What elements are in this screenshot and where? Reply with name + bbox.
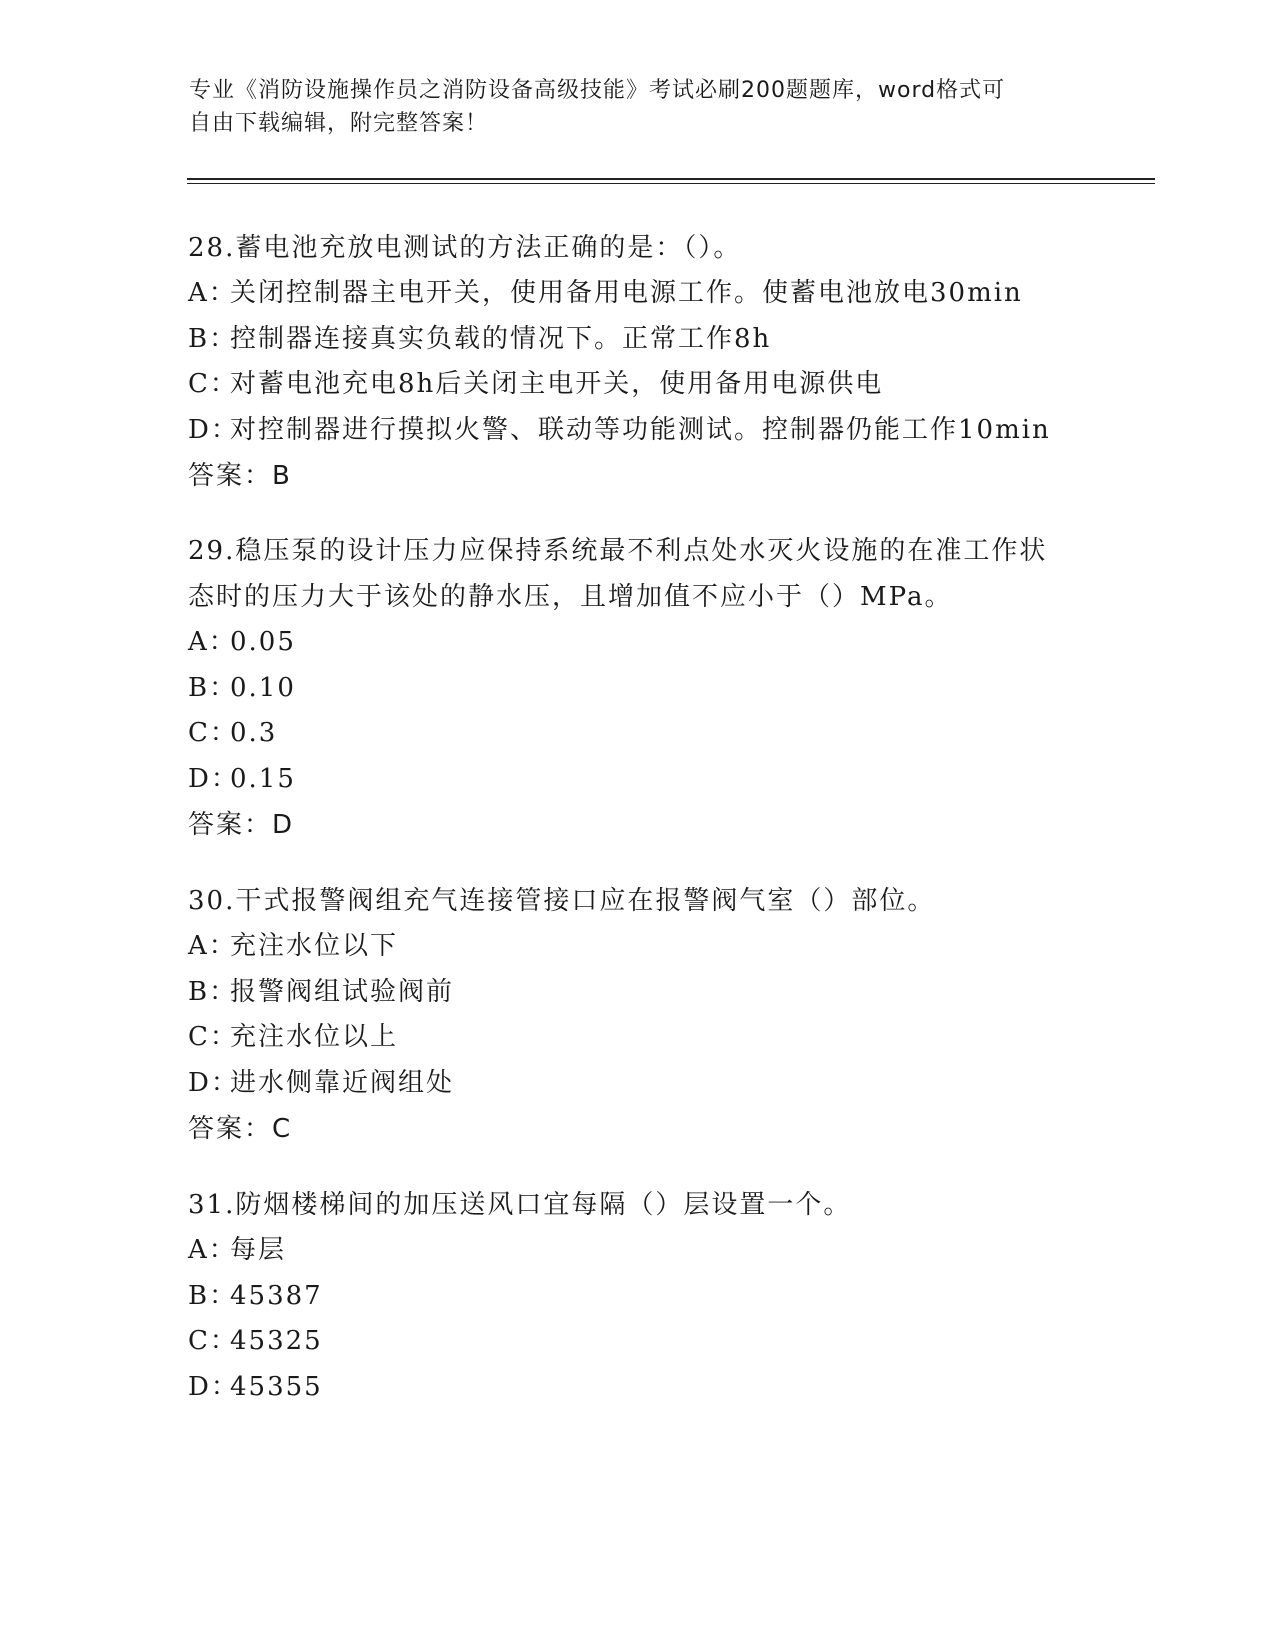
question-stem-line: 28.蓄电池充放电测试的方法正确的是：（）。 [188,233,742,263]
option-key: A： [188,627,237,657]
option-key: A： [188,278,237,308]
question-stem-line: 31.防烟楼梯间的加压送风口宜每隔（）层设置一个。 [188,1190,852,1220]
answer-line: 答案：B [188,461,292,491]
option-b [188,970,1088,1016]
question-stem-line: 态时的压力大于该处的静水压，且增加值不应小于（）MPa。 [188,582,953,612]
option-a [188,924,1088,970]
option-key: B： [188,1280,238,1311]
option-b [188,1274,1088,1320]
option-key: D： [188,763,239,794]
option-text: 对蓄电池充电8h后关闭主电开关，使用备用电源供电 [230,369,884,399]
option-text: 控制器连接真实负载的情况下。正常工作8h [230,323,772,354]
option-text: 充注水位以上 [230,1022,399,1052]
question-30 [188,878,1088,1152]
option-text: 0.10 [230,672,296,703]
header-line-2: 自由下载编辑，附完整答案！ [189,111,489,136]
question-29 [188,528,1088,848]
option-a [188,271,1088,317]
option-key: D： [188,1067,239,1098]
option-text: 充注水位以下 [230,931,399,961]
answer-line: 答案：D [188,810,295,840]
question-stem-line: 29.稳压泵的设计压力应保持系统最不利点处水灭火设施的在准工作状 [188,536,1048,566]
option-d [188,408,1088,454]
option-key: B： [188,672,238,703]
option-b [188,666,1088,712]
option-d [188,1365,1088,1411]
document-header [189,74,1089,140]
option-text: 0.15 [230,763,296,794]
option-key: C： [188,1022,238,1052]
option-a [188,620,1088,666]
option-c [188,1319,1088,1365]
option-text: 每层 [230,1235,287,1265]
question-stem [188,878,1088,924]
option-text: 45355 [230,1371,323,1402]
option-c [188,1015,1088,1061]
option-text: 进水侧靠近阀组处 [230,1067,455,1098]
option-text: 45387 [230,1280,323,1311]
option-d [188,1061,1088,1107]
question-31 [188,1182,1088,1410]
option-key: C： [188,369,238,399]
option-a [188,1228,1088,1274]
answer-line: 答案：C [188,1114,293,1144]
option-key: B： [188,323,238,354]
question-28 [188,225,1088,499]
option-text: 0.05 [230,627,296,657]
option-key: C： [188,718,238,748]
option-key: A： [188,931,237,961]
option-key: D： [188,1371,239,1402]
option-b [188,317,1088,363]
header-divider-thin [187,183,1155,184]
option-key: D： [188,414,239,445]
option-c [188,362,1088,408]
option-text: 报警阀组试验阀前 [230,976,455,1007]
header-divider-thick [187,178,1155,180]
option-key: B： [188,976,238,1007]
option-text: 关闭控制器主电开关，使用备用电源工作。使蓄电池放电30min [230,278,1023,308]
question-stem [188,225,1088,271]
question-stem [188,1182,1088,1228]
option-text: 45325 [230,1326,323,1356]
option-key: C： [188,1326,238,1356]
option-text: 0.3 [230,718,278,748]
header-line-1: 专业《消防设施操作员之消防设备高级技能》考试必刷200题题库，word格式可 [189,78,1006,103]
option-c [188,711,1088,757]
question-stem-line: 30.干式报警阀组充气连接管接口应在报警阀气室（）部位。 [188,886,936,916]
question-stem [188,528,1088,620]
option-text: 对控制器进行摸拟火警、联动等功能测试。控制器仍能工作10min [230,414,1051,445]
option-key: A： [188,1235,237,1265]
option-d [188,757,1088,803]
